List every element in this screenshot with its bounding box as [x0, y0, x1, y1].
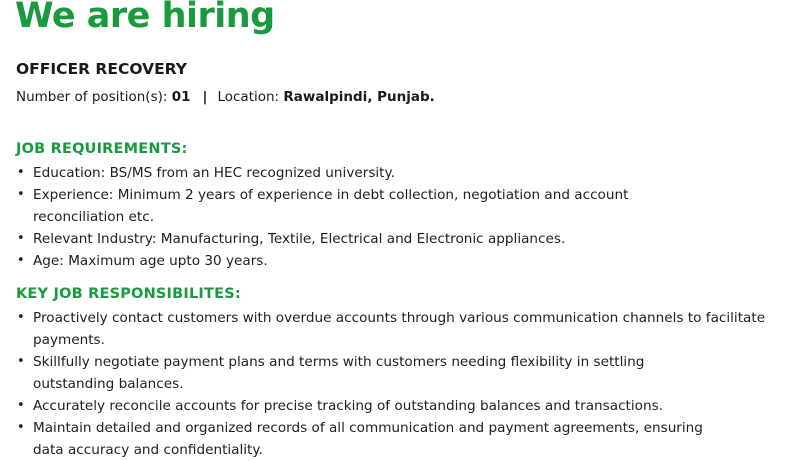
- list-item: • Skillfully negotiate payment plans and terms with customers needing flexibility in settling outstanding balances.: [16, 351, 726, 395]
- location-label: Location:: [217, 89, 280, 105]
- positions-value: 01: [171, 89, 191, 105]
- requirements-list: [16, 162, 786, 272]
- list-item: • Relevant Industry: Manufacturing, Textile, Electrical and Electronic appliances.: [16, 228, 786, 250]
- list-item: • Maintain detailed and organized records of all communication and payment agreements, ensuring data accuracy and confidentiality.: [16, 417, 736, 461]
- list-item: • Accurately reconcile accounts for precise tracking of outstanding balances and transactions.: [16, 395, 786, 417]
- responsibilities-list: [16, 307, 786, 461]
- list-item: • Education: BS/MS from an HEC recognized university.: [16, 162, 786, 184]
- list-item: • Age: Maximum age upto 30 years.: [16, 250, 786, 272]
- requirements-heading: JOB REQUIREMENTS:: [16, 141, 188, 157]
- location-value: Rawalpindi, Punjab.: [283, 89, 435, 105]
- meta-separator: |: [202, 89, 208, 105]
- positions-label: Number of position(s):: [16, 89, 168, 105]
- list-item: • Proactively contact customers with overdue accounts through various communication channels to facilitate payments.: [16, 307, 786, 351]
- job-title: OFFICER RECOVERY: [16, 60, 187, 78]
- job-meta: [16, 89, 435, 105]
- headline: We are hiring: [15, 0, 275, 36]
- list-item: • Experience: Minimum 2 years of experience in debt collection, negotiation and account reconciliation etc.: [16, 184, 716, 228]
- responsibilities-heading: KEY JOB RESPONSIBILITES:: [16, 286, 241, 302]
